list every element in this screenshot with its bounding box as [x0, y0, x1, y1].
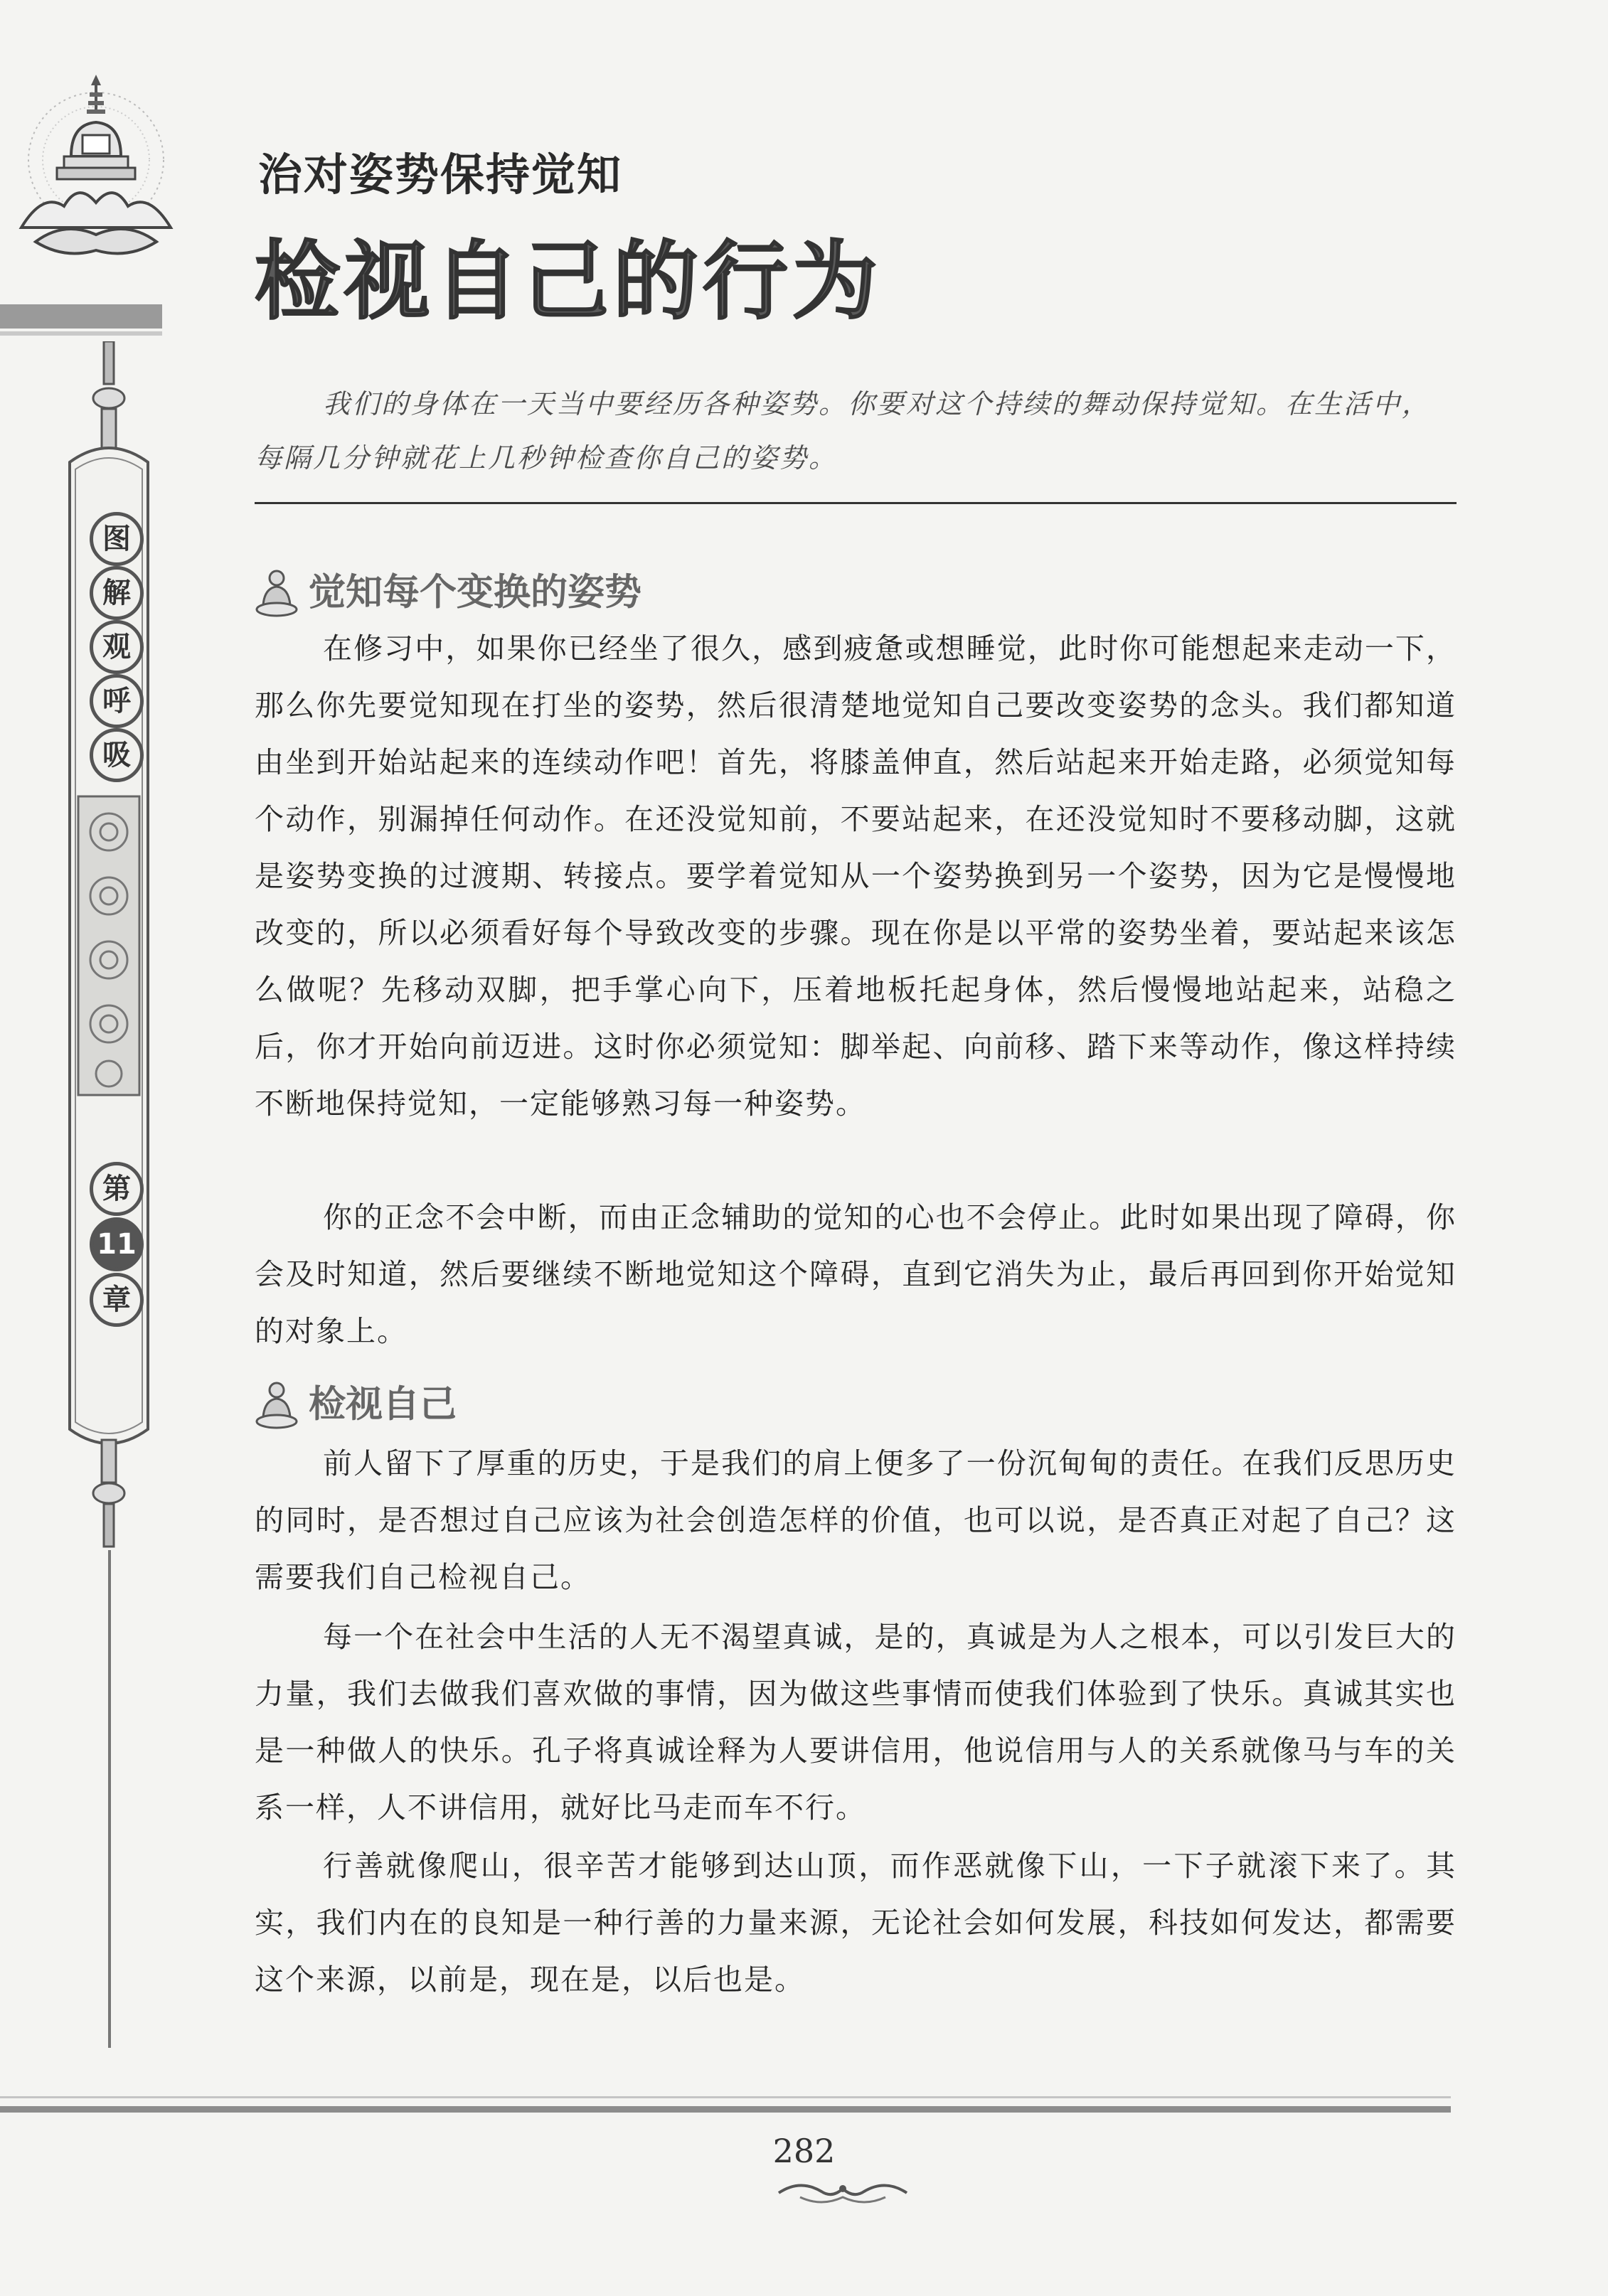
book-title-char: 图 — [90, 512, 144, 566]
scroll-line — [108, 1550, 111, 2048]
page-number: 282 — [772, 2132, 836, 2170]
section-heading — [255, 1374, 457, 1431]
section-heading — [255, 562, 641, 619]
book-title-char: 呼 — [90, 674, 144, 728]
intro-divider — [255, 502, 1457, 504]
footer-rule — [0, 2106, 1451, 2113]
page-title: 检视自己的行为 — [255, 233, 882, 331]
stupa-icon — [14, 64, 178, 292]
intro-text: 我们的身体在一天当中要经历各种姿势。你要对这个持续的舞动保持觉知。在生活中，每隔几分钟就花上几秒钟检查你自己的姿势。 — [255, 388, 1432, 474]
book-title-char: 解 — [90, 566, 144, 620]
header-bar — [0, 304, 162, 329]
section-heading-text: 觉知每个变换的姿势 — [309, 570, 642, 614]
paragraph: 每一个在社会中生活的人无不渴望真诚，是的，真诚是为人之根本，可以引发巨大的力量，我们去做我们喜欢做的事情，因为做这些事情而使我们体验到了快乐。真诚其实也是一种做人的快乐。孔子将真诚诠释为人要讲信用，他说信用与人的关系就像马与车的关系一样，人不讲信用，就好比马走而车不行。 — [255, 1620, 1457, 1825]
paragraph: 你的正念不会中断，而由正念辅助的觉知的心也不会停止。此时如果出现了障碍，你会及时知道，然后要继续不断地觉知这个障碍，直到它消失为止，最后再回到你开始觉知的对象上。 — [255, 1200, 1457, 1348]
chapter-char: 第 — [90, 1162, 144, 1216]
meditator-icon — [255, 568, 299, 618]
page-subtitle: 治对姿势保持觉知 — [258, 149, 623, 201]
book-title-char: 观 — [90, 620, 144, 674]
book-title-char: 吸 — [90, 728, 144, 782]
chapter-char: 章 — [90, 1273, 144, 1327]
footer-ornament-icon — [772, 2176, 914, 2209]
chapter-number: 11 — [90, 1217, 144, 1271]
section-heading-text: 检视自己 — [309, 1382, 457, 1426]
paragraph: 前人留下了厚重的历史，于是我们的肩上便多了一份沉甸甸的责任。在我们反思历史的同时，是否想过自己应该为社会创造怎样的价值，也可以说，是否真正对起了自己？这需要我们自己检视自己。 — [255, 1446, 1457, 1594]
meditator-icon — [255, 1380, 299, 1430]
paragraph: 在修习中，如果你已经坐了很久，感到疲惫或想睡觉，此时你可能想起来走动一下，那么你先要觉知现在打坐的姿势，然后很清楚地觉知自己要改变姿势的念头。我们都知道由坐到开始站起来的连续动作吧！首先，将膝盖伸直，然后站起来开始走路，必须觉知每个动作，别漏掉任何动作。在还没觉知前，不要站起来，在还没觉知时不要移动脚，这就是姿势变换的过渡期、转接点。要学着觉知从一个姿势换到另一个姿势，因为它是慢慢地改变的，所以必须看好每个导致改变的步骤。现在你是以平常的姿势坐着，要站起来该怎么做呢？先移动双脚，把手掌心向下，压着地板托起身体，然后慢慢地站起来，站稳之后，你才开始向前迈进。这时你必须觉知：脚举起、向前移、踏下来等动作，像这样持续不断地保持觉知，一定能够熟习每一种姿势。 — [255, 631, 1457, 1121]
paragraph: 行善就像爬山，很辛苦才能够到达山顶，而作恶就像下山，一下子就滚下来了。其实，我们内在的良知是一种行善的力量来源，无论社会如何发展，科技如何发达，都需要这个来源，以前是，现在是，以后也是。 — [255, 1849, 1457, 1997]
